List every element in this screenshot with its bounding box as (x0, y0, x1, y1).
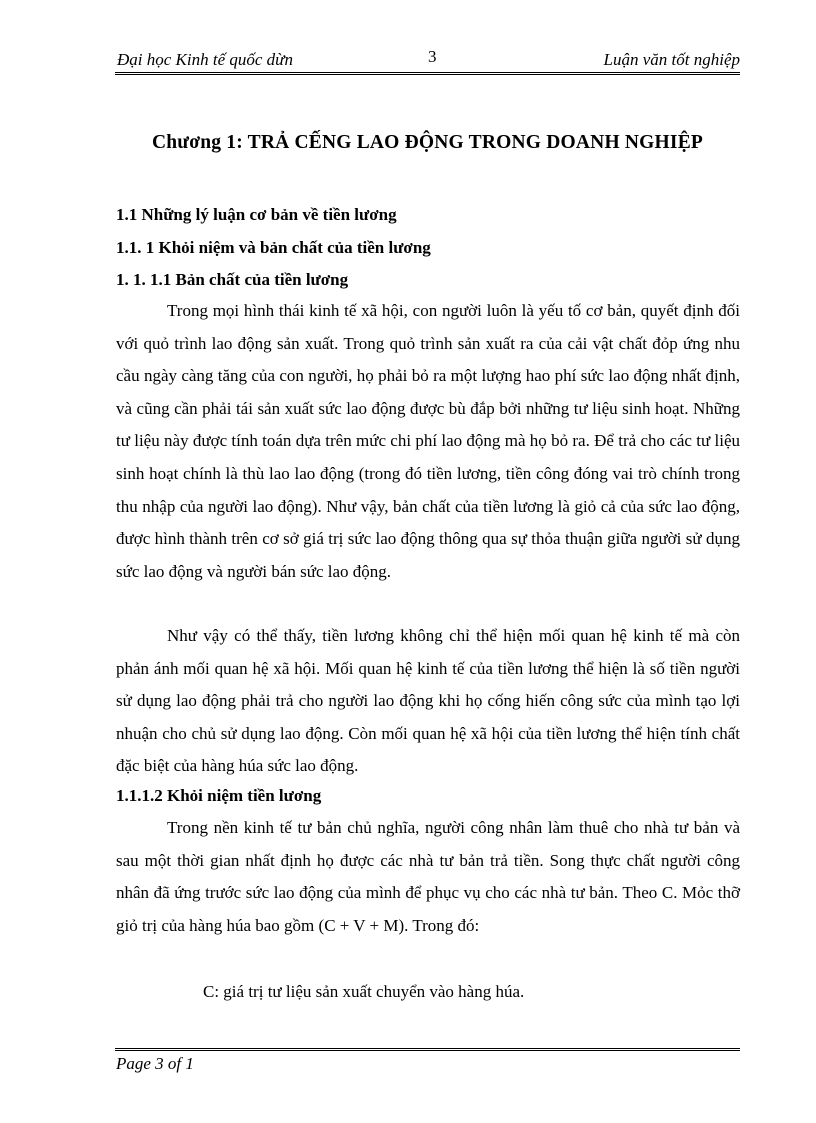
header-divider (115, 72, 740, 75)
header-thesis-label: Luận văn tốt nghiệp (603, 50, 740, 69)
paragraph-economic-social-relation: Như vậy có thể thấy, tiền lương không chỉ thể hiện mối quan hệ kinh tế mà còn phản ánh mối quan hệ xã hội. Mối quan hệ kinh tế của tiền lương thể hiện là số tiền người sử dụng lao động phải trả cho người lao động khi họ cống hiến công sức của mình tạo lợi nhuận cho chủ sử dụng lao động. Còn mối quan hệ xã hội của tiền lương thể hiện tính chất đặc biệt của hàng húa sức lao động. (116, 626, 740, 776)
page-header (115, 46, 740, 72)
page-footer: Page 3 of 1 (116, 1054, 194, 1073)
definition-c: C: giá trị tư liệu sản xuất chuyển vào hàng húa. (203, 982, 525, 1001)
section-heading-1-1: 1.1 Những lý luận cơ bản về tiền lương (116, 205, 397, 224)
paragraph-wage-concept: Trong nền kinh tế tư bản chủ nghĩa, người công nhân làm thuê cho nhà tư bản và sau một thời gian nhất định họ được các nhà tư bản trả tiền. Song thực chất người công nhân đã ứng trước sức lao động của mình để phục vụ cho các nhà tư bản. Theo C. Mỏc thỡ giỏ trị của hàng húa bao gồm (C + V + M). Trong đó: (116, 818, 740, 935)
header-university: Đại học Kinh tế quốc dừn (117, 50, 293, 69)
header-page-number: 3 (428, 47, 437, 66)
chapter-title: Chương 1: TRẢ CẾNG LAO ĐỘNG TRONG DOANH NGHIỆP (151, 132, 704, 153)
section-heading-1-1-1-1: 1. 1. 1.1 Bản chất của tiền lương (116, 270, 349, 289)
footer-divider (115, 1048, 740, 1051)
paragraph-nature-of-wages: Trong mọi hình thái kinh tế xã hội, con người luôn là yếu tố cơ bản, quyết định đối với quỏ trình lao động sản xuất. Trong quỏ trình sản xuất ra của cải vật chất đỏp ứng nhu cầu ngày càng tăng của con người, họ phải bỏ ra một lượng hao phí sức lao động nhất định, và cũng cần phải tái sản xuất sức lao động được bù đắp bởi những tư liệu sinh hoạt. Những tư liệu này được tính toán dựa trên mức chi phí lao động mà họ bỏ ra. Để trả cho các tư liệu sinh hoạt chính là thù lao lao động (trong đó tiền lương, tiền công đóng vai trò chính trong thu nhập của người lao động). Như vậy, bản chất của tiền lương là giỏ cả của sức lao động, được hình thành trên cơ sở giá trị sức lao động thông qua sự thỏa thuận giữa người sử dụng sức lao động và người bán sức lao động. (116, 301, 740, 581)
section-heading-1-1-1: 1.1. 1 Khỏi niệm và bản chất của tiền lương (116, 238, 431, 257)
section-heading-1-1-1-2: 1.1.1.2 Khỏi niệm tiền lương (116, 786, 322, 805)
